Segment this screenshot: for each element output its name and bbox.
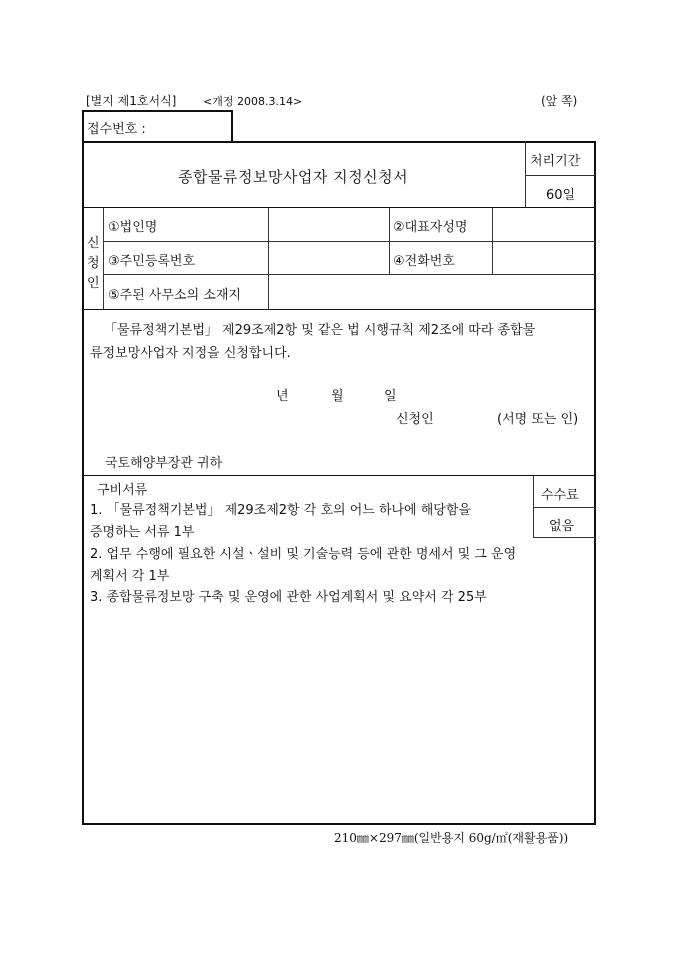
receipt-right-border [231, 110, 233, 142]
documents-title: 구비서류 [97, 483, 148, 498]
page-side-label: (앞 쪽) [541, 94, 578, 108]
applicant-row-line-2 [104, 274, 595, 275]
fee-bottom-line [533, 537, 595, 538]
corp-name-label: ①법인명 [108, 220, 158, 235]
applicant-side-char-3: 인 [87, 276, 100, 291]
processing-mid-line [525, 175, 595, 176]
applicant-side-divider [103, 208, 104, 310]
resident-number-label: ③주민등록번호 [108, 254, 196, 269]
revision-date: <개정 2008.3.14> [203, 95, 303, 108]
receipt-top-border [82, 110, 233, 112]
representative-name-label: ②대표자성명 [393, 220, 468, 235]
document-item-1-line-2: 증명하는 서류 1부 [90, 525, 195, 540]
document-item-2-line-2: 계획서 각 1부 [90, 569, 170, 584]
recipient-label: 국토해양부장관 귀하 [105, 456, 223, 471]
applicant-col-divider-1 [268, 208, 269, 310]
signature-note: (서명 또는 인) [497, 412, 579, 427]
statement-line-2: 류정보망사업자 지정을 신청합니다. [90, 346, 291, 361]
form-number: [별지 제1호서식] [86, 94, 177, 108]
applicant-signature-label: 신청인 [396, 412, 434, 427]
document-item-1-line-1: 1. 「물류정책기본법」 제29조제2항 각 호의 어느 하나에 해당함을 [90, 503, 471, 518]
document-item-2-line-1: 2. 업무 수행에 필요한 시설ㆍ설비 및 기술능력 등에 관한 명세서 및 그 운영 [90, 547, 517, 562]
form-title: 종합물류정보망사업자 지정신청서 [178, 168, 409, 186]
statement-line-1: 「물류정책기본법」 제29조제2항 및 같은 법 시행규칙 제2조에 따라 종합물 [104, 323, 536, 338]
documents-top-line [82, 475, 596, 476]
date-year-label: 년 [276, 389, 289, 404]
fee-mid-line [533, 507, 595, 508]
processing-period-label: 처리기간 [530, 154, 581, 169]
applicant-side-char-1: 신 [87, 236, 100, 251]
office-address-label: ⑤주된 사무소의 소재지 [108, 288, 241, 303]
title-bottom-line [82, 207, 596, 208]
form-left-border [82, 141, 84, 825]
phone-number-label: ④전화번호 [393, 254, 455, 269]
applicant-bottom-line [82, 309, 596, 310]
paper-spec: 210㎜×297㎜(일반용지 60g/㎡(재활용품)) [334, 831, 569, 845]
receipt-number-label: 접수번호 : [87, 122, 146, 137]
form-right-border [594, 141, 596, 825]
applicant-side-char-2: 청 [87, 256, 100, 271]
fee-value: 없음 [549, 519, 575, 534]
processing-period-value: 60일 [546, 188, 576, 203]
document-item-3: 3. 종합물류정보망 구축 및 운영에 관한 사업계획서 및 요약서 각 25부 [90, 590, 487, 605]
fee-label: 수수료 [541, 488, 579, 503]
date-month-label: 월 [331, 389, 344, 404]
form-bottom-border [82, 823, 596, 825]
receipt-left-border [82, 110, 84, 144]
applicant-row-line-1 [104, 241, 595, 242]
form-top-border [82, 141, 596, 143]
date-day-label: 일 [384, 389, 397, 404]
